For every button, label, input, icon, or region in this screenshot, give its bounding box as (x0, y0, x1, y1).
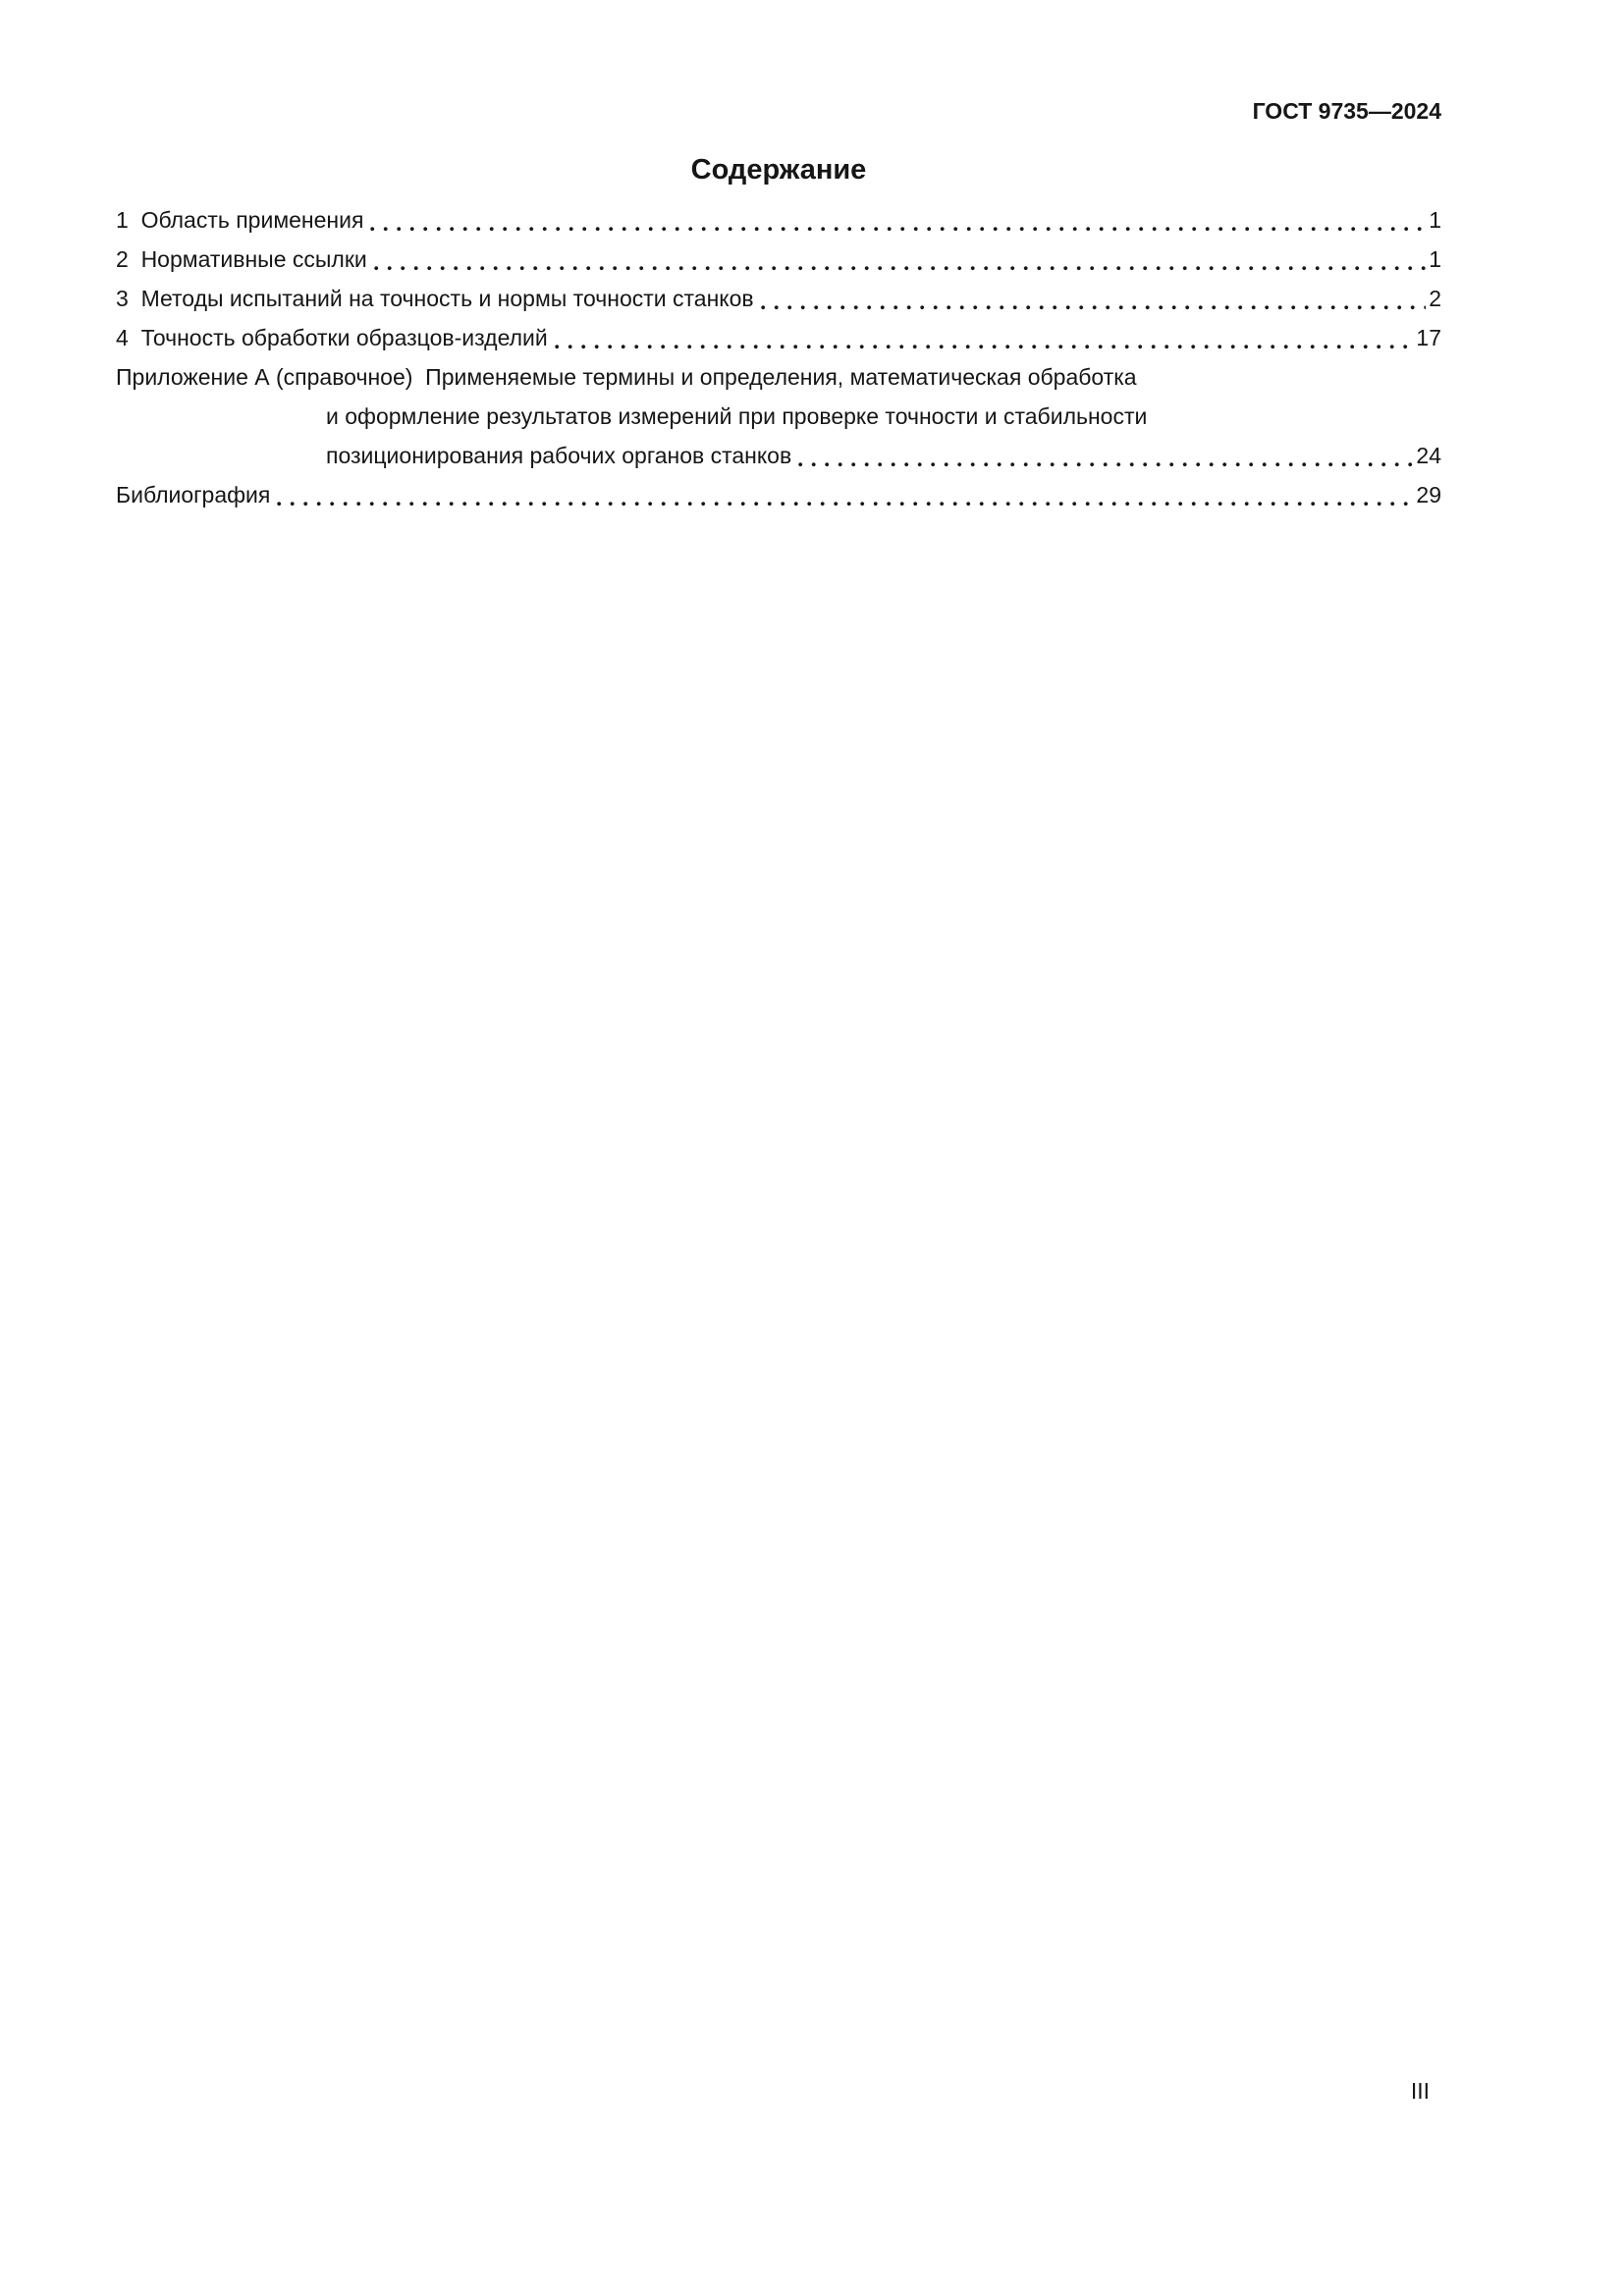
toc-entry-page: 24 (1416, 443, 1441, 468)
dot-leader (754, 279, 1430, 318)
dot-leader (363, 200, 1429, 240)
dot-leader (791, 436, 1416, 475)
toc-entry (116, 318, 1441, 357)
toc-entry-appendix (116, 357, 1441, 475)
toc-entry-page: 2 (1429, 286, 1441, 311)
page-number: III (1410, 2078, 1430, 2104)
toc-entry-label-continued: и оформление результатов измерений при проверке точности и стабильности (326, 403, 1148, 429)
dot-leader (367, 240, 1429, 279)
table-of-contents (116, 200, 1441, 514)
dot-leader (548, 318, 1417, 357)
toc-entry-label: 1 Область применения (116, 207, 364, 233)
doc-number: ГОСТ 9735—2024 (1252, 98, 1441, 124)
toc-entry-page: 1 (1429, 246, 1441, 272)
toc-entry (116, 240, 1441, 279)
toc-entry-label: 2 Нормативные ссылки (116, 246, 367, 272)
toc-entry-label: Приложение А (справочное) Применяемые термины и определения, математическая обработка (116, 364, 1137, 390)
toc-entry-page: 29 (1416, 482, 1441, 507)
page-title: Содержание (690, 154, 867, 186)
toc-entry (116, 279, 1441, 318)
toc-entry-label: Библиография (116, 482, 271, 507)
toc-entry-page: 1 (1429, 207, 1441, 233)
dot-leader (270, 475, 1416, 514)
toc-entry (116, 475, 1441, 514)
toc-entry-label: 4 Точность обработки образцов-изделий (116, 325, 548, 350)
toc-entry-last-line (116, 436, 1441, 475)
toc-entry (116, 200, 1441, 240)
document-header (116, 0, 1441, 124)
toc-entry-page: 17 (1416, 325, 1441, 350)
toc-entry-label: 3 Методы испытаний на точность и нормы точности станков (116, 286, 754, 311)
toc-entry-label-continued: позиционирования рабочих органов станков (326, 443, 792, 468)
page-content (116, 0, 1441, 514)
